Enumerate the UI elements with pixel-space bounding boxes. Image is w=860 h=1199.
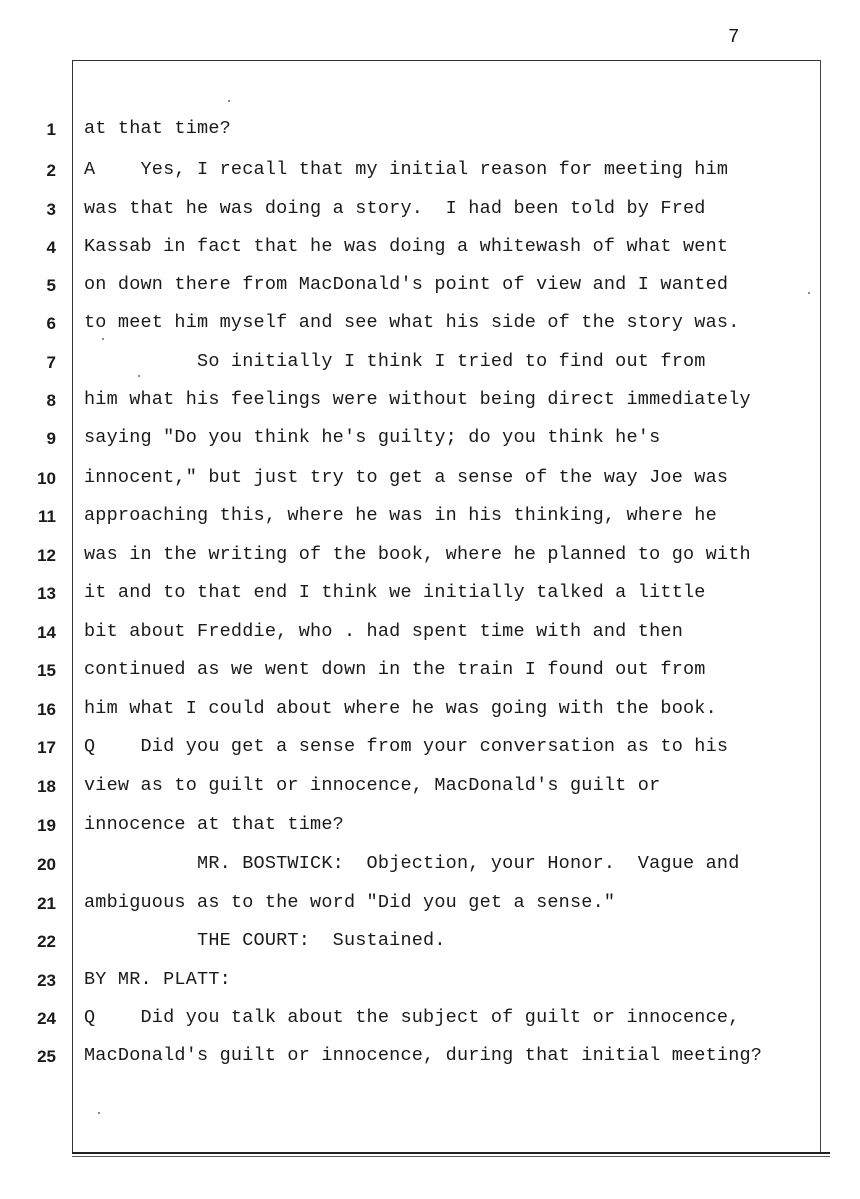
page-number: 7 (728, 26, 740, 48)
line-text: was that he was doing a story. I had been told by Fred (84, 198, 706, 219)
line-text: approaching this, where he was in his thinking, where he (84, 505, 717, 526)
line-number: 18 (37, 777, 56, 796)
transcript-line (0, 503, 860, 533)
transcript-line (0, 310, 860, 340)
line-number: 15 (37, 661, 56, 680)
line-text: Q Did you talk about the subject of guilt or innocence, (84, 1007, 740, 1028)
transcript-line (0, 349, 860, 379)
line-number: 16 (37, 700, 56, 719)
line-text: it and to that end I think we initially talked a little (84, 582, 706, 603)
line-text: A Yes, I recall that my initial reason for meeting him (84, 159, 729, 180)
line-number: 25 (37, 1047, 56, 1066)
line-number: 19 (37, 816, 56, 835)
line-text: continued as we went down in the train I found out from (84, 659, 706, 680)
transcript-line (0, 272, 860, 302)
line-text: on down there from MacDonald's point of view and I wanted (84, 274, 729, 295)
line-number: 9 (46, 429, 56, 448)
line-text: view as to guilt or innocence, MacDonald's guilt or (84, 775, 661, 796)
transcript-line (0, 890, 860, 920)
line-number: 21 (37, 894, 56, 913)
line-text: MR. BOSTWICK: Objection, your Honor. Vague and (84, 853, 740, 874)
transcript-line (0, 773, 860, 803)
line-number: 3 (46, 200, 56, 219)
line-number: 13 (37, 584, 56, 603)
line-number: 12 (37, 546, 56, 565)
line-text: Q Did you get a sense from your conversation as to his (84, 736, 729, 757)
line-text: MacDonald's guilt or innocence, during that initial meeting? (84, 1045, 763, 1066)
transcript-line (0, 928, 860, 958)
transcript-line (0, 465, 860, 495)
line-number: 11 (38, 507, 56, 526)
line-number: 14 (37, 623, 56, 642)
line-text: saying "Do you think he's guilty; do you think he's (84, 427, 661, 448)
scan-speck (138, 375, 140, 377)
transcript-line (0, 196, 860, 226)
line-number: 10 (37, 469, 56, 488)
transcript-line (0, 234, 860, 264)
transcript-line (0, 812, 860, 842)
line-text: at that time? (84, 118, 231, 139)
line-text: him what I could about where he was going with the book. (84, 698, 717, 719)
line-text: So initially I think I tried to find out from (84, 351, 706, 372)
transcript-line (0, 116, 860, 146)
line-text: bit about Freddie, who . had spent time with and then (84, 621, 683, 642)
transcript-line (0, 851, 860, 881)
line-number: 20 (37, 855, 56, 874)
line-number: 6 (46, 314, 56, 333)
scan-speck (808, 292, 810, 294)
line-text: ambiguous as to the word "Did you get a sense." (84, 892, 616, 913)
transcript-line (0, 619, 860, 649)
transcript-line (0, 734, 860, 764)
transcript-line (0, 425, 860, 455)
scan-speck (98, 1112, 100, 1114)
line-number: 2 (46, 161, 56, 180)
line-text: THE COURT: Sustained. (84, 930, 446, 951)
line-number: 1 (46, 120, 56, 139)
transcript-line (0, 696, 860, 726)
line-text: BY MR. PLATT: (84, 969, 231, 990)
line-number: 22 (37, 932, 56, 951)
transcript-line (0, 157, 860, 187)
line-text: innocent," but just try to get a sense of the way Joe was (84, 467, 729, 488)
line-text: Kassab in fact that he was doing a whitewash of what went (84, 236, 729, 257)
line-number: 8 (46, 391, 56, 410)
transcript-line (0, 657, 860, 687)
line-text: innocence at that time? (84, 814, 344, 835)
scan-speck (228, 100, 230, 102)
line-number: 17 (37, 738, 56, 757)
line-text: was in the writing of the book, where he planned to go with (84, 544, 751, 565)
line-text: him what his feelings were without being direct immediately (84, 389, 751, 410)
scan-speck (102, 338, 104, 340)
transcript-line (0, 580, 860, 610)
line-number: 4 (46, 238, 56, 257)
transcript-line (0, 1005, 860, 1035)
transcript-line (0, 542, 860, 572)
line-number: 5 (46, 276, 56, 295)
transcript-line (0, 967, 860, 997)
transcript-line (0, 387, 860, 417)
line-number: 24 (37, 1009, 56, 1028)
transcript-line (0, 1043, 860, 1073)
line-number: 7 (46, 353, 56, 372)
line-number: 23 (37, 971, 56, 990)
line-text: to meet him myself and see what his side of the story was. (84, 312, 740, 333)
